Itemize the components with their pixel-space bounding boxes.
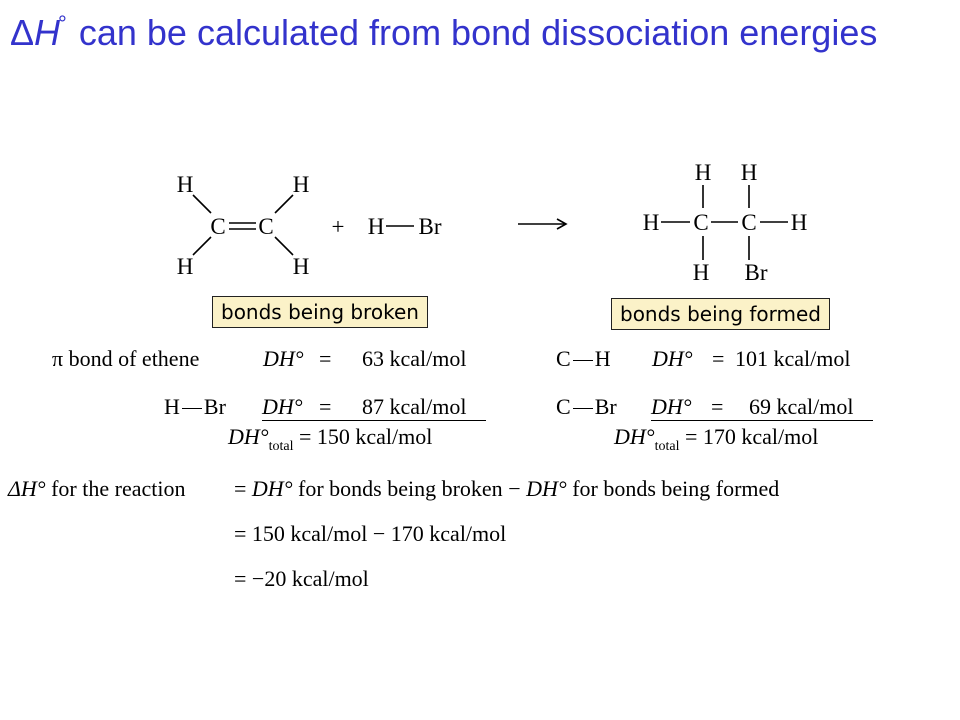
hbr-br: Br xyxy=(418,214,442,239)
broken-row2-value: 87 kcal/mol xyxy=(362,394,467,419)
formed-row1-eq: = xyxy=(712,346,725,371)
product-h-right: H xyxy=(790,210,808,235)
ethene-h-top-left: H xyxy=(176,172,194,197)
broken-row1-dh: DH° xyxy=(263,346,304,371)
product-h-left: H xyxy=(642,210,660,235)
product-h-bottom: H xyxy=(692,260,710,285)
product-br-bottom: Br xyxy=(744,260,768,285)
page-title xyxy=(10,10,940,61)
product-h-top-1: H xyxy=(694,160,712,185)
title-degree: ° xyxy=(58,11,67,36)
bond-line xyxy=(193,237,211,255)
bonds-broken-label: bonds being broken xyxy=(212,296,428,328)
broken-row2-eq: = xyxy=(319,394,332,419)
broken-row2-dh: DH° xyxy=(262,394,303,419)
broken-row2-line xyxy=(262,394,486,421)
formed-row2-value: 69 kcal/mol xyxy=(749,394,854,419)
ethene-h-bottom-left: H xyxy=(176,254,194,279)
formed-row2-bond: C Br xyxy=(556,394,617,419)
ethene-c-left: C xyxy=(210,214,226,239)
broken-row1-eq: = xyxy=(319,346,332,371)
broken-row1-value: 63 kcal/mol xyxy=(362,346,467,371)
plus-sign: + xyxy=(331,214,345,239)
ethene-c-right: C xyxy=(258,214,274,239)
broken-row1-name: π bond of ethene xyxy=(52,346,200,371)
bonds-formed-label: bonds being formed xyxy=(611,298,830,330)
formed-row1-value: 101 kcal/mol xyxy=(735,346,851,371)
ethene-h-top-right: H xyxy=(292,172,310,197)
formed-total: $DH^\circ_{total} = 170$ kcal/mol xyxy=(614,424,819,454)
formed-row1-dh: DH° xyxy=(652,346,693,371)
bond-line xyxy=(193,195,211,213)
reaction-scheme xyxy=(0,150,960,290)
title-delta: Δ xyxy=(10,12,35,53)
equation-line3: = −20 kcal/mol xyxy=(234,566,369,591)
equation-lhs: ΔH° for the reaction xyxy=(8,476,186,501)
broken-total: $DH^\circ_{total} = 150$ kcal/mol xyxy=(228,424,433,454)
title-h: H xyxy=(34,12,61,53)
ethene-h-bottom-right: H xyxy=(292,254,310,279)
formed-row2-dh: DH° xyxy=(651,394,692,419)
product-h-top-2: H xyxy=(740,160,758,185)
product-c-1: C xyxy=(693,210,709,235)
formed-row2-line xyxy=(651,394,873,421)
formed-row1-bond: C H xyxy=(556,346,611,371)
formed-row2-eq: = xyxy=(711,394,724,419)
equation-line1: = DH° for bonds being broken − DH° for bonds being formed xyxy=(234,476,780,501)
title-text: can be calculated from bond dissociation energies xyxy=(68,12,878,53)
bond-line xyxy=(275,195,293,213)
bond-line xyxy=(275,237,293,255)
broken-row2-bond: H Br xyxy=(164,394,226,419)
product-c-2: C xyxy=(741,210,757,235)
equation-line2: = 150 kcal/mol − 170 kcal/mol xyxy=(234,521,507,546)
hbr-h: H xyxy=(367,214,385,239)
